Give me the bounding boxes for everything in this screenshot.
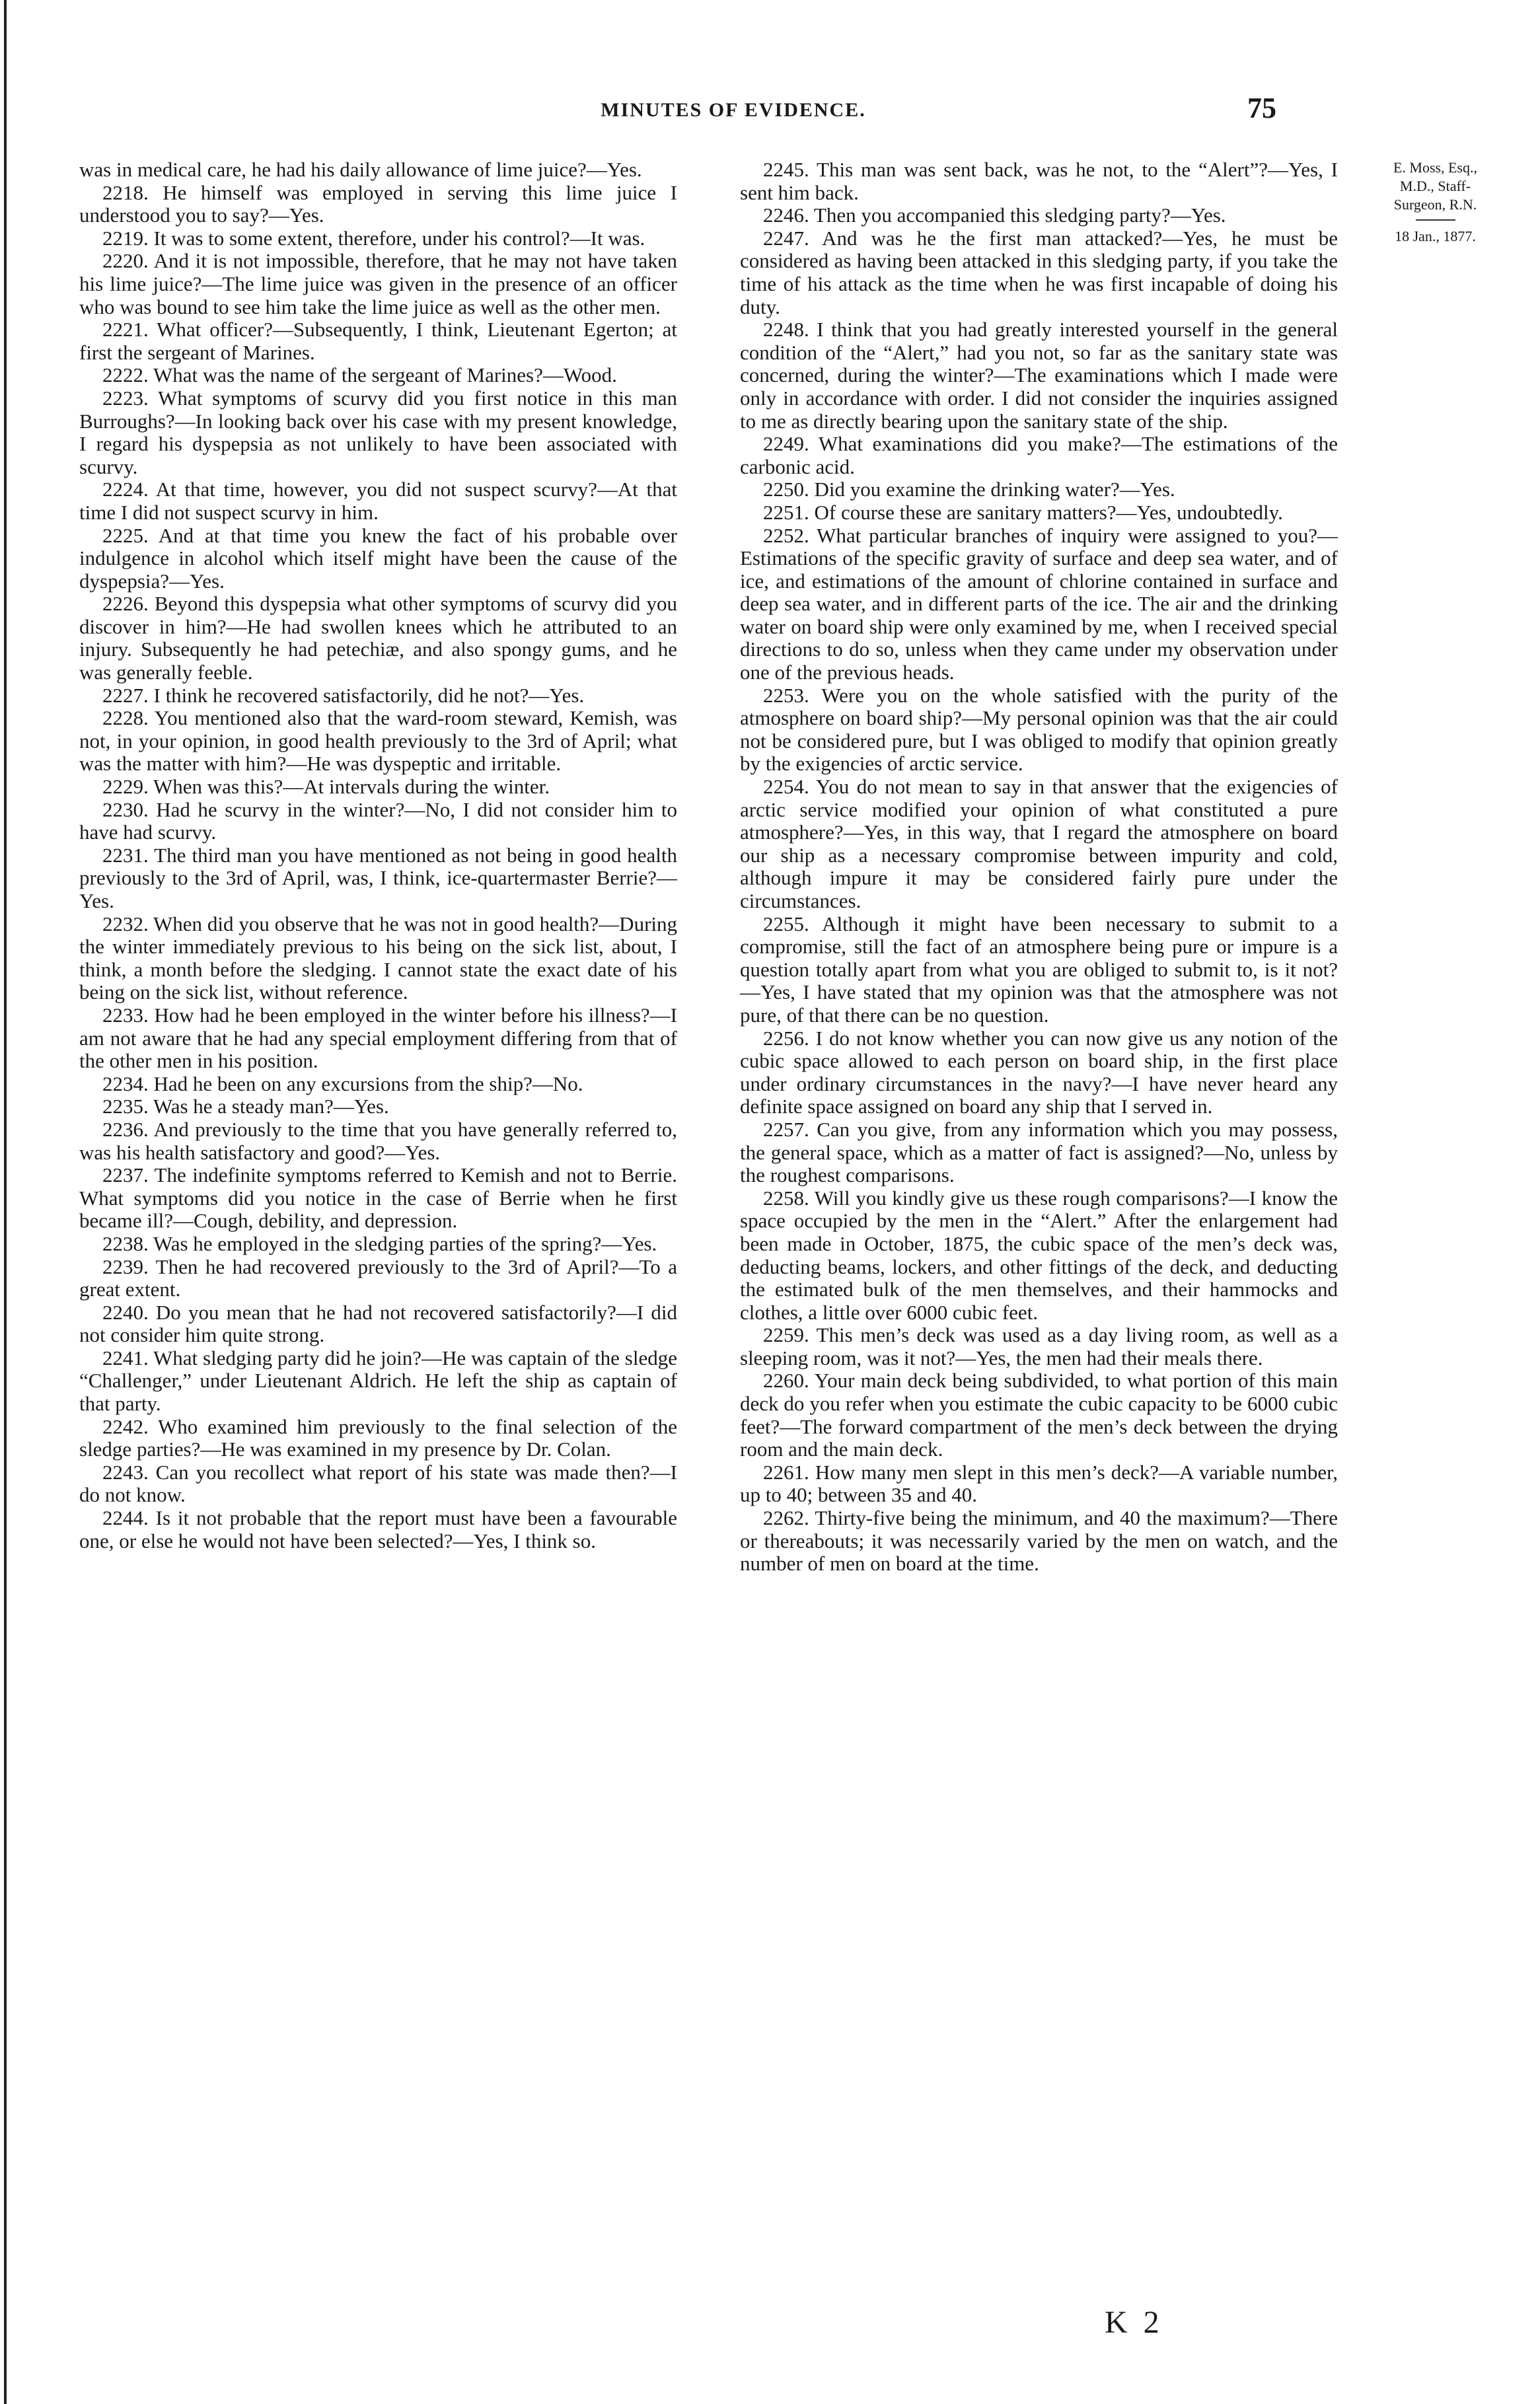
paragraph: 2223. What symptoms of scurvy did you first notice in this man Burroughs?—In looking back over his case with my present knowledge, I regard his dyspepsia as not unlikely to have been associated with scurvy. bbox=[79, 386, 677, 478]
witness-degree: M.D., Staff- bbox=[1399, 178, 1471, 194]
paragraph: 2248. I think that you had greatly interested yourself in the general condition of the “Alert,” had you not, so far as the sanitary state was concerned, during the winter?—The examinations which I made were only in accordance with order. I did not consider the inquiries assigned to me as directly bearing upon the sanitary state of the ship. bbox=[740, 318, 1338, 433]
page-number: 75 bbox=[1247, 92, 1276, 124]
witness-name: E. Moss, Esq., bbox=[1393, 159, 1478, 176]
margin-divider bbox=[1416, 219, 1455, 221]
paragraph: 2222. What was the name of the sergeant of Marines?—Wood. bbox=[102, 363, 617, 387]
paragraph: 2238. Was he employed in the sledging parties of the spring?—Yes. bbox=[102, 1231, 657, 1255]
paragraph: 2240. Do you mean that he had not recovered satisfactorily?—I did not consider him quite strong. bbox=[79, 1300, 677, 1347]
paragraph: 2242. Who examined him previously to the final selection of the sledge parties?—He was examined in my presence by Dr. Colan. bbox=[79, 1414, 677, 1461]
paragraph: 2231. The third man you have mentioned as not being in good health previously to the 3rd of April, was, I think, ice-quartermaster Berrie?—Yes. bbox=[79, 843, 677, 912]
paragraph: 2243. Can you recollect what report of his state was made then?—I do not know. bbox=[79, 1460, 677, 1507]
paragraph: 2245. This man was sent back, was he not, to the “Alert”?—Yes, I sent him back. bbox=[740, 158, 1338, 204]
paragraph: 2229. When was this?—At intervals during the winter. bbox=[102, 775, 550, 799]
paragraph: 2227. I think he recovered satisfactorily, did he not?—Yes. bbox=[102, 683, 585, 707]
paragraph: 2262. Thirty-five being the minimum, and 40 the maximum?—There or thereabouts; it was necessarily varied by the men on watch, and the number of men on board at the time. bbox=[740, 1506, 1338, 1576]
paragraph: 2226. Beyond this dyspepsia what other symptoms of scurvy did you discover in him?—He had swollen knees which he attributed to an injury. Subsequently he had petechiæ, and also spongy gums, and he was generally feeble. bbox=[79, 592, 677, 684]
paragraph: 2241. What sledging party did he join?—He was captain of the sledge “Challenger,” under Lieutenant Aldrich. He left the ship as captain of that party. bbox=[79, 1346, 677, 1416]
paragraph: 2234. Had he been on any excursions from the ship?—No. bbox=[102, 1072, 583, 1095]
paragraph: 2251. Of course these are sanitary matters?—Yes, undoubtedly. bbox=[763, 500, 1283, 524]
paragraph: 2259. This men’s deck was used as a day living room, as well as a sleeping room, was it not?—Yes, the men had their meals there. bbox=[740, 1323, 1338, 1369]
left-column bbox=[79, 159, 677, 1552]
running-title: MINUTES OF EVIDENCE. bbox=[601, 99, 866, 121]
witness-margin-note bbox=[1358, 159, 1513, 246]
paragraph: 2250. Did you examine the drinking water?—Yes. bbox=[763, 478, 1175, 501]
paragraph: 2260. Your main deck being subdivided, to what portion of this main deck do you refer when you estimate the cubic capacity to be 6000 cubic feet?—The forward compartment of the men’s deck between the drying room and the main deck. bbox=[740, 1369, 1338, 1461]
paragraph: was in medical care, he had his daily allowance of lime juice?—Yes. bbox=[79, 158, 642, 181]
paragraph: 2261. How many men slept in this men’s deck?—A variable number, up to 40; between 35 and 40. bbox=[740, 1460, 1338, 1507]
paragraph: 2247. And was he the first man attacked?—Yes, he must be considered as having been attacked in this sledging party, if you take the time of his attack as the time when he was first incapable of doing his duty. bbox=[740, 226, 1338, 318]
paragraph: 2258. Will you kindly give us these rough comparisons?—I know the space occupied by the men in the “Alert.” After the enlargement had been made in October, 1875, the cubic space of the men’s deck was, deducting beams, lockers, and other fittings of the deck, and deducting the estimated bulk of the men themselves, and their hammocks and clothes, a little over 6000 cubic feet. bbox=[740, 1186, 1338, 1324]
left-edge-rule bbox=[4, 0, 7, 2404]
paragraph: 2252. What particular branches of inquiry were assigned to you?—Estimations of the specific gravity of surface and deep sea water, and of ice, and estimations of the amount of chlorine contained in surface and deep sea water, and in different parts of the ice. The air and the drinking water on board ship were only examined by me, when I received special directions to do so, unless when they came under my observation under one of the previous heads. bbox=[740, 523, 1338, 684]
paragraph: 2232. When did you observe that he was not in good health?—During the winter immediately previous to his being on the sick list, about, I think, a month before the sledging. I cannot state the exact date of his being on the sick list, without reference. bbox=[79, 912, 677, 1004]
paragraph: 2219. It was to some extent, therefore, under his control?—It was. bbox=[102, 226, 645, 250]
paragraph: 2225. And at that time you knew the fact of his probable over indulgence in alcohol which itself might have been the cause of the dyspepsia?—Yes. bbox=[79, 523, 677, 593]
paragraph: 2244. Is it not probable that the report must have been a favourable one, or else he would not have been selected?—Yes, I think so. bbox=[79, 1506, 677, 1552]
right-column bbox=[740, 159, 1338, 1576]
paragraph: 2256. I do not know whether you can now give us any notion of the cubic space allowed to each person on board ship, in the first place under ordinary circumstances in the navy?—I have never heard any definite space assigned on board any ship that I served in. bbox=[740, 1026, 1338, 1118]
paragraph: 2230. Had he scurvy in the winter?—No, I did not consider him to have had scurvy. bbox=[79, 797, 677, 844]
paragraph: 2239. Then he had recovered previously to the 3rd of April?—To a great extent. bbox=[79, 1255, 677, 1301]
paragraph: 2254. You do not mean to say in that answer that the exigencies of arctic service modified your opinion of what constituted a pure atmosphere?—Yes, in this way, that I regard the atmosphere on board our ship as a necessary compromise between impurity and cold, although impure it may be considered fairly pure under the circumstances. bbox=[740, 775, 1338, 912]
paragraph: 2233. How had he been employed in the winter before his illness?—I am not aware that he had any special employment differing from that of the other men in his position. bbox=[79, 1003, 677, 1073]
witness-rank: Surgeon, R.N. bbox=[1393, 196, 1477, 213]
paragraph: 2257. Can you give, from any information which you may possess, the general space, which as a matter of fact is assigned?—No, unless by the roughest comparisons. bbox=[740, 1117, 1338, 1187]
paragraph: 2255. Although it might have been necessary to submit to a compromise, still the fact of an atmosphere being pure or impure is a question totally apart from what you are obliged to submit to, is it not?—Yes, I have stated that my opinion was that the atmosphere was not pure, of that there can be no question. bbox=[740, 912, 1338, 1027]
paragraph: 2236. And previously to the time that you have generally referred to, was his health satisfactory and good?—Yes. bbox=[79, 1117, 677, 1164]
paragraph: 2221. What officer?—Subsequently, I think, Lieutenant Egerton; at first the sergeant of Marines. bbox=[79, 318, 677, 364]
paragraph: 2228. You mentioned also that the ward-room steward, Kemish, was not, in your opinion, in good health previously to the 3rd of April; what was the matter with him?—He was dyspeptic and irritable. bbox=[79, 706, 677, 776]
paragraph: 2246. Then you accompanied this sledging party?—Yes. bbox=[763, 203, 1226, 227]
signature-mark: K 2 bbox=[1105, 2305, 1163, 2340]
witness-date: 18 Jan., 1877. bbox=[1395, 228, 1476, 244]
paragraph: 2249. What examinations did you make?—The estimations of the carbonic acid. bbox=[740, 432, 1338, 478]
paragraph: 2235. Was he a steady man?—Yes. bbox=[102, 1095, 389, 1118]
paragraph: 2224. At that time, however, you did not suspect scurvy?—At that time I did not suspect scurvy in him. bbox=[79, 478, 677, 524]
paragraph: 2237. The indefinite symptoms referred to Kemish and not to Berrie. What symptoms did you notice in the case of Berrie when he first became ill?—Cough, debility, and depression. bbox=[79, 1163, 677, 1233]
paragraph: 2253. Were you on the whole satisfied with the purity of the atmosphere on board ship?—My personal opinion was that the air could not be considered pure, but I was obliged to modify that opinion greatly by the exigencies of arctic service. bbox=[740, 683, 1338, 776]
paragraph: 2220. And it is not impossible, therefore, that he may not have taken his lime juice?—The lime juice was given in the presence of an officer who was bound to see him take the lime juice as well as the other men. bbox=[79, 249, 677, 318]
paragraph: 2218. He himself was employed in serving this lime juice I understood you to say?—Yes. bbox=[79, 180, 677, 227]
